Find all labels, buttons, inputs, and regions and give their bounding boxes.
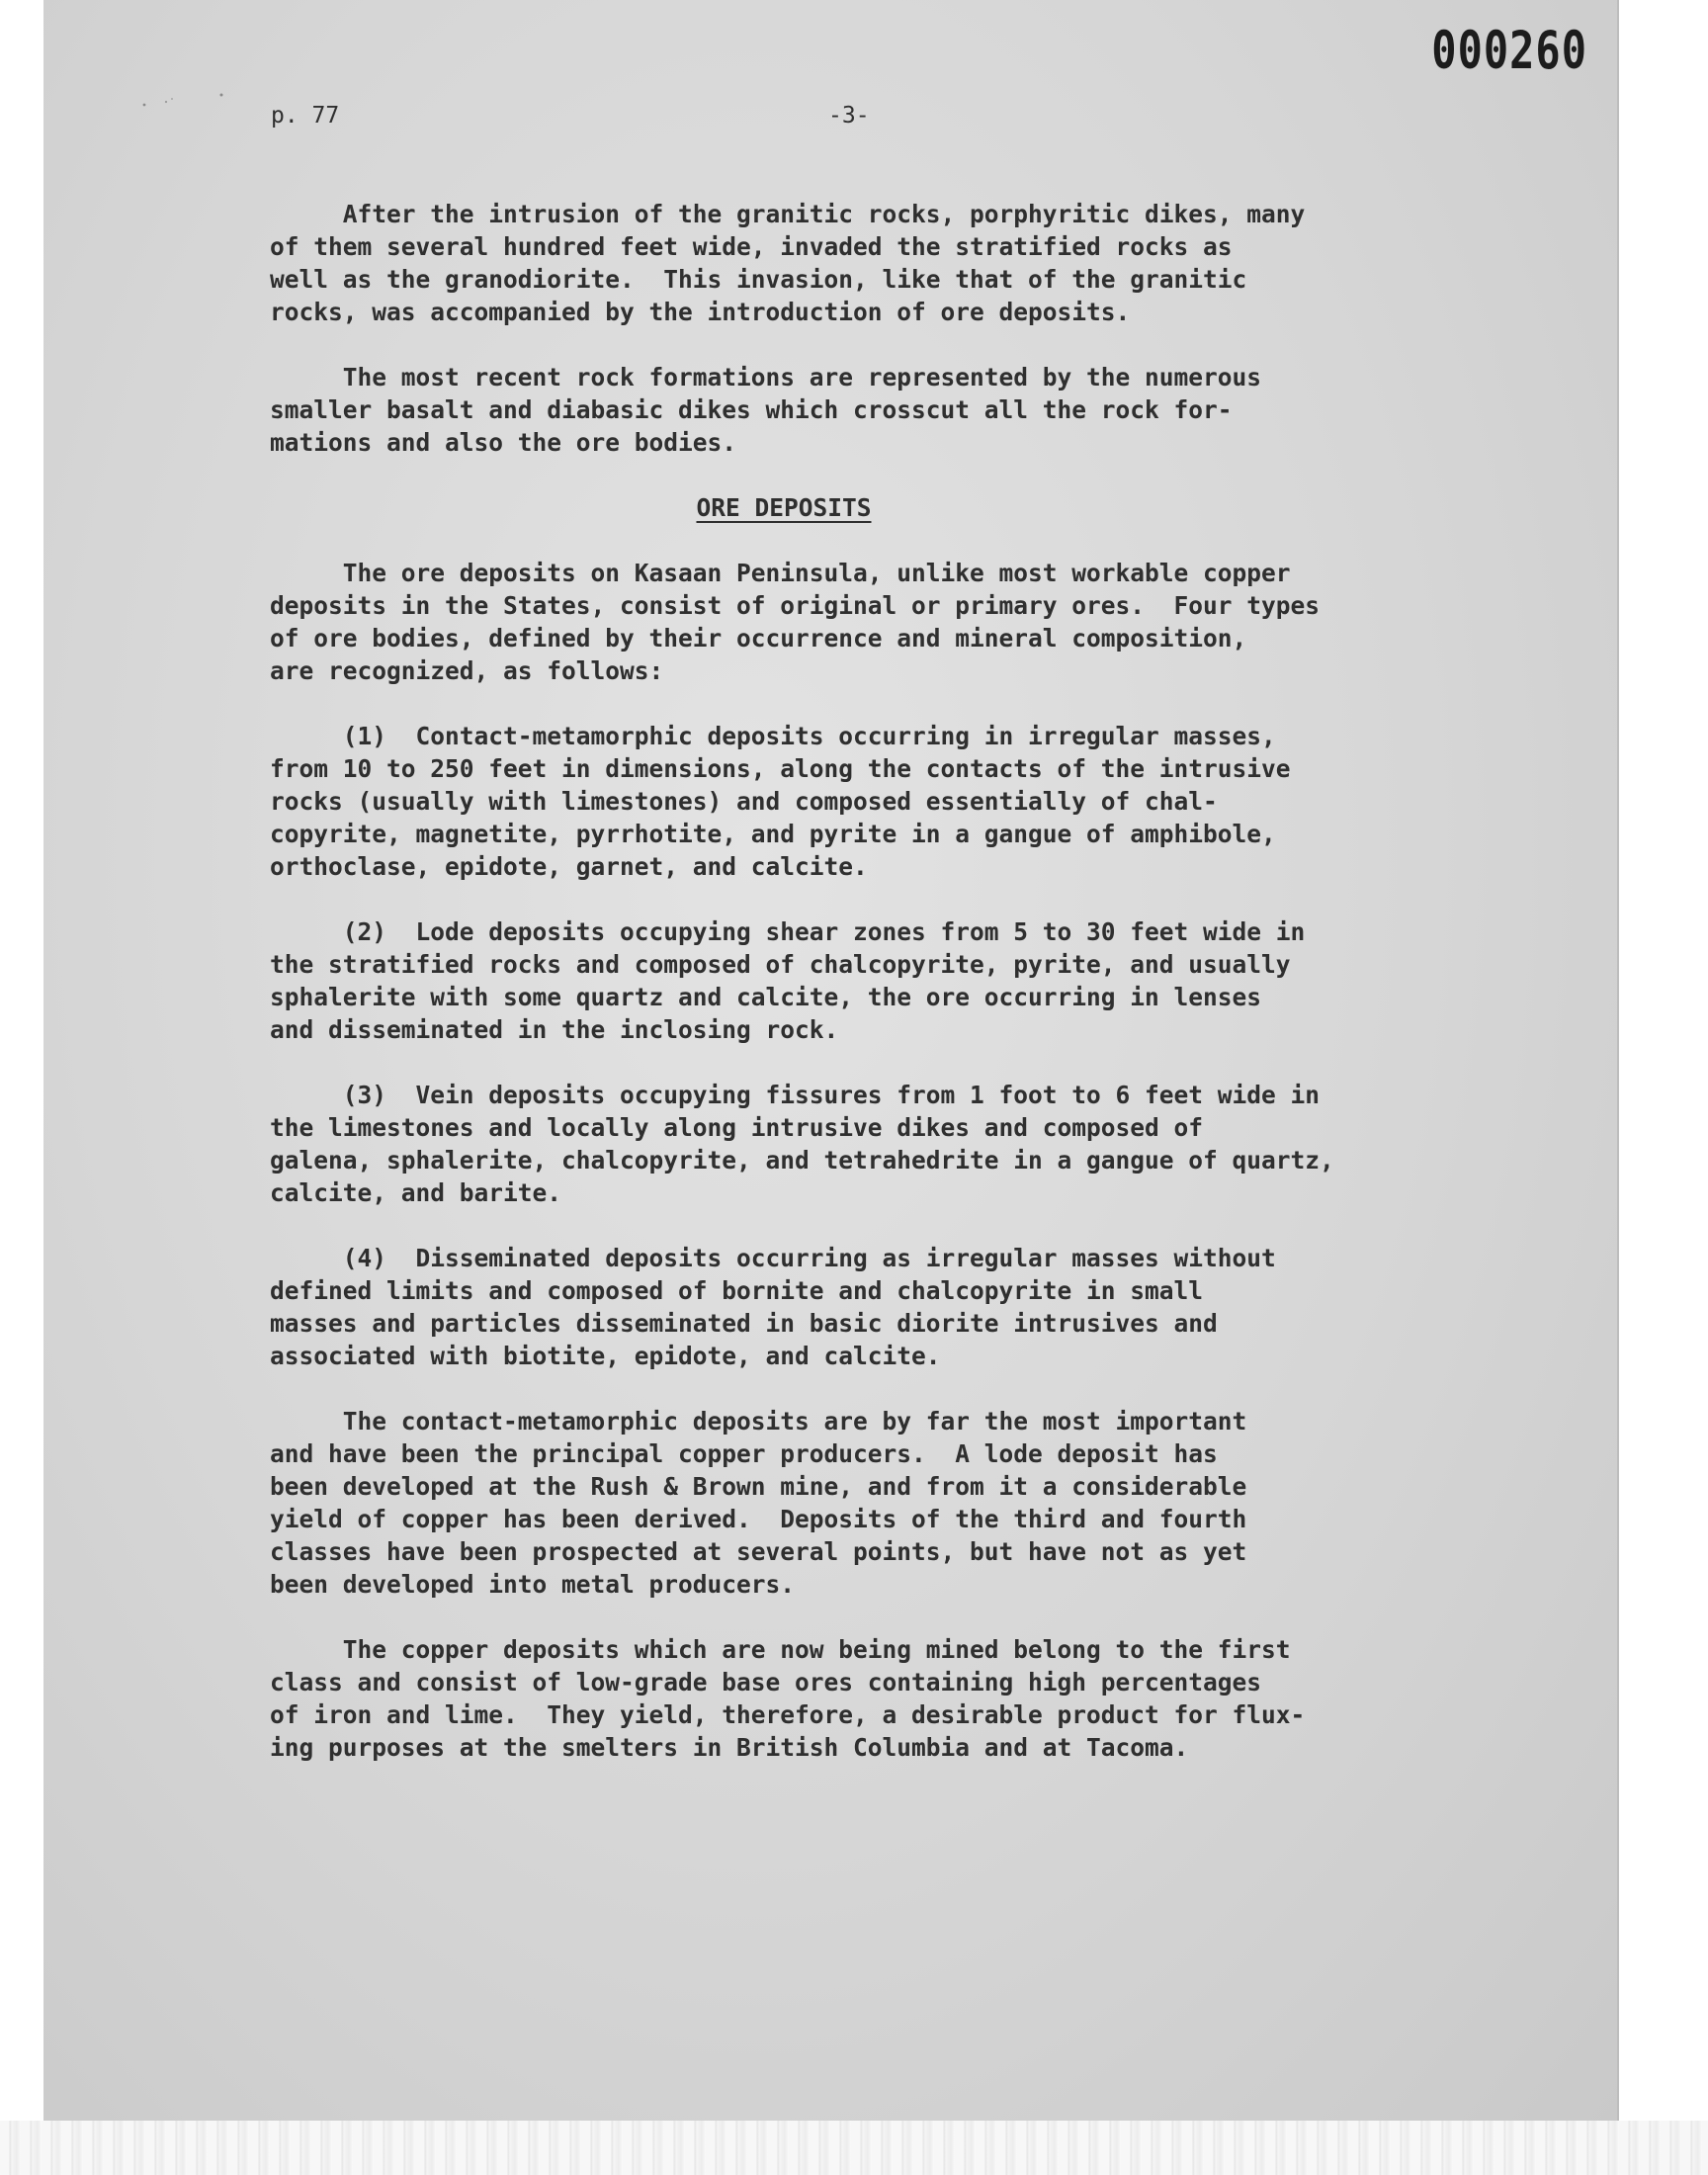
list-item: (3) Vein deposits occupying fissures from 1 foot to 6 feet wide in the limestones and locally along intrusive dikes and composed of galena, sphalerite, chalcopyrite, and tetrahedrite in a gangue of quartz, calcite, and barite. (270, 1081, 1334, 1207)
document-body (270, 198, 1495, 1796)
section-heading-text: ORE DEPOSITS (696, 493, 872, 522)
list-item: (2) Lode deposits occupying shear zones from 5 to 30 feet wide in the stratified rocks and composed of chalcopyrite, pyrite, and usually sphalerite with some quartz and calcite, the ore occurring in lenses and disseminated in the inclosing rock. (270, 917, 1306, 1044)
paragraph: The most recent rock formations are represented by the numerous smaller basalt and diabasic dikes which crosscut all the rock for- mations and also the ore bodies. (270, 363, 1262, 457)
list-item: (4) Disseminated deposits occurring as irregular masses without defined limits and composed of bornite and chalcopyrite in small masses and particles disseminated in basic diorite intrusives and associated with biotite, epidote, and calcite. (270, 1244, 1276, 1370)
paragraph: The contact-metamorphic deposits are by far the most important and have been the principal copper producers. A lode deposit has been developed at the Rush & Brown mine, and from it a considerable yield of copper has been derived. Deposits of the third and fourth classes have been prospected at several points, but have not as yet been developed into metal producers. (270, 1407, 1247, 1599)
page-number: -3- (828, 103, 870, 129)
paragraph: The ore deposits on Kasaan Peninsula, unlike most workable copper deposits in the States, consist of original or primary ores. Four types of ore bodies, defined by their occurrence and mineral composition, are recognized, as follows: (270, 559, 1321, 685)
stamp-number: 000260 (1431, 20, 1587, 81)
paragraph: The copper deposits which are now being mined belong to the first class and consist of low-grade base ores containing high percentages of iron and lime. They yield, therefore, a desirable product for flux- ing purposes at the smelters in British Columbia and at Tacoma. (270, 1635, 1306, 1762)
paper-specks (138, 93, 227, 113)
paragraph: After the intrusion of the granitic rocks, porphyritic dikes, many of them several hundred feet wide, invaded the stratified rocks as well as the granodiorite. This invasion, like that of the granitic rocks, was accompanied by the introduction of ore deposits. (270, 200, 1306, 326)
page-reference: p. 77 (271, 103, 340, 129)
list-item: (1) Contact-metamorphic deposits occurring in irregular masses, from 10 to 250 feet in dimensions, along the contacts of the intrusive rocks (usually with limestones) and composed essentially of chal- copyrite, magnetite, pyrrhotite, and pyrite in a gangue of amphibole, orthoclase, epidote, garnet, and calcite. (270, 722, 1291, 881)
scan-edge-streaks (0, 2121, 1708, 2175)
section-heading (270, 491, 1298, 524)
